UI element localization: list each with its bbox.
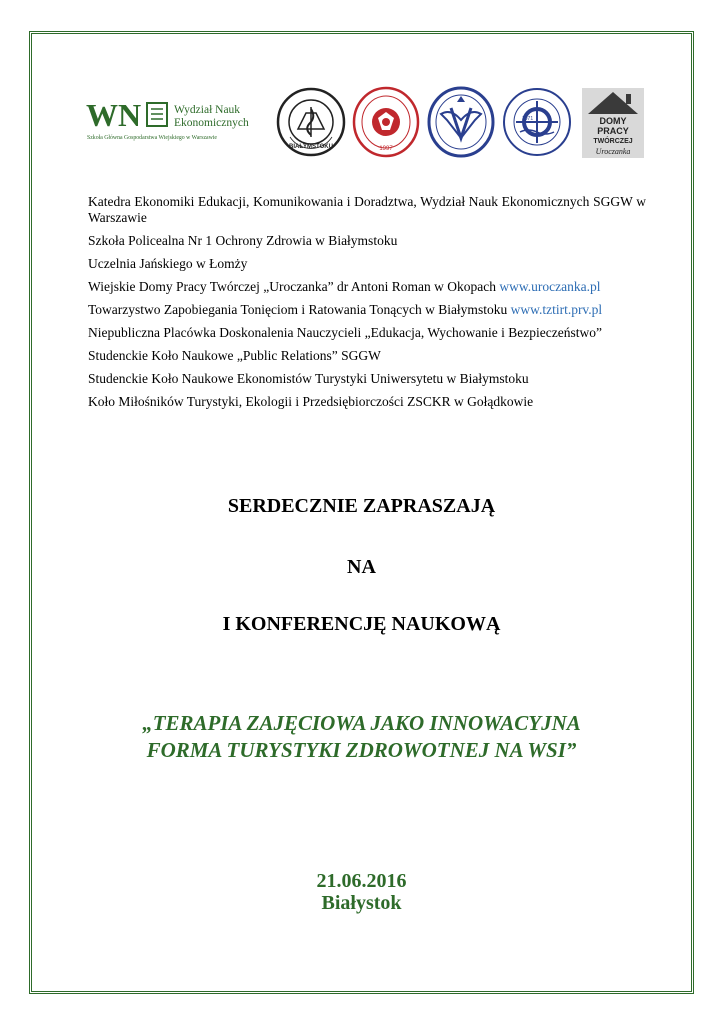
organizer-item [88,394,646,410]
domy-line1: DOMY [599,116,627,126]
organizer-item [88,194,646,226]
invite-line: SERDECZNIE ZAPRASZAJĄ [227,495,496,517]
organizer-item [88,256,646,272]
domy-line3: TWÓRCZEJ [593,138,633,145]
organizer-text: Koło Miłośników Turystyki, Ekologii i Przedsiębiorczości ZSCKR w Gołądkowie [88,394,534,409]
logo-strip [84,84,644,160]
event-date: 21.06.2016 [316,870,407,892]
domy-line2: PRACY [597,126,629,136]
tztirt-link[interactable]: www.tztirt.prv.pl [510,302,603,317]
organizer-item [88,325,646,341]
rescue-seal-year: 1971 [522,116,534,122]
conference-heading: I KONFERENCJĘ NAUKOWĄ [222,613,501,635]
eagle-emblem-seal [427,86,495,158]
organizer-text: Szkoła Policealna Nr 1 Ochrony Zdrowia w Białymstoku [88,233,398,248]
event-date-place [29,870,694,914]
organizer-text: Katedra Ekonomiki Edukacji, Komunikowania i Doradztwa, Wydział Nauk Ekonomicznych SGGW w Warszawie [88,194,646,225]
organizer-text: Niepubliczna Placówka Doskonalenia Nauczycieli „Edukacja, Wychowanie i Bezpieczeństwo” [88,325,602,340]
organizer-text: Studenckie Koło Naukowe „Public Relations” SGGW [88,348,381,363]
domy-line4: Uroczanka [595,147,631,156]
domy-pracy-tworczej-logo [582,88,644,158]
wne-name-line1: Wydział Nauk [174,104,241,116]
event-city: Białystok [321,892,402,914]
organizer-text: Uczelnia Jańskiego w Łomży [88,256,248,271]
janski-university-seal [352,86,420,158]
wne-name-line2: Ekonomicznych [174,117,249,129]
organizer-item [88,279,646,295]
organizer-text: Wiejskie Domy Pracy Twórczej „Uroczanka” dr Antoni Roman w Okopach [88,279,500,294]
conference-title-line1: „TERAPIA ZAJĘCIOWA JAKO INNOWACYJNA [142,711,581,735]
organizer-item [88,233,646,249]
organizers-list [88,194,646,417]
organizer-item [88,371,646,387]
medical-school-seal [276,87,346,157]
conference-title [29,710,694,764]
organizer-text: Towarzystwo Zapobiegania Tonięciom i Ratowania Tonących w Białymstoku [88,302,511,317]
organizer-item [88,302,646,318]
wne-sggw-logo [84,94,269,149]
invite-na: NA [347,556,376,578]
conference-title-line2: FORMA TURYSTYKI ZDROWOTNEJ NA WSI” [146,738,577,762]
organizer-item [88,348,646,364]
wne-subtitle: Szkoła Główna Gospodarstwa Wiejskiego w Warszawie [87,135,217,141]
wne-letters: WN [86,97,142,133]
medical-seal-text: BIAŁYMSTOKU [289,144,333,150]
water-rescue-seal [502,86,572,158]
organizer-text: Studenckie Koło Naukowe Ekonomistów Turystyki Uniwersytetu w Białymstoku [88,371,529,386]
uroczanka-link[interactable]: www.uroczanka.pl [499,279,601,294]
janski-seal-year: 1997 [379,146,393,152]
